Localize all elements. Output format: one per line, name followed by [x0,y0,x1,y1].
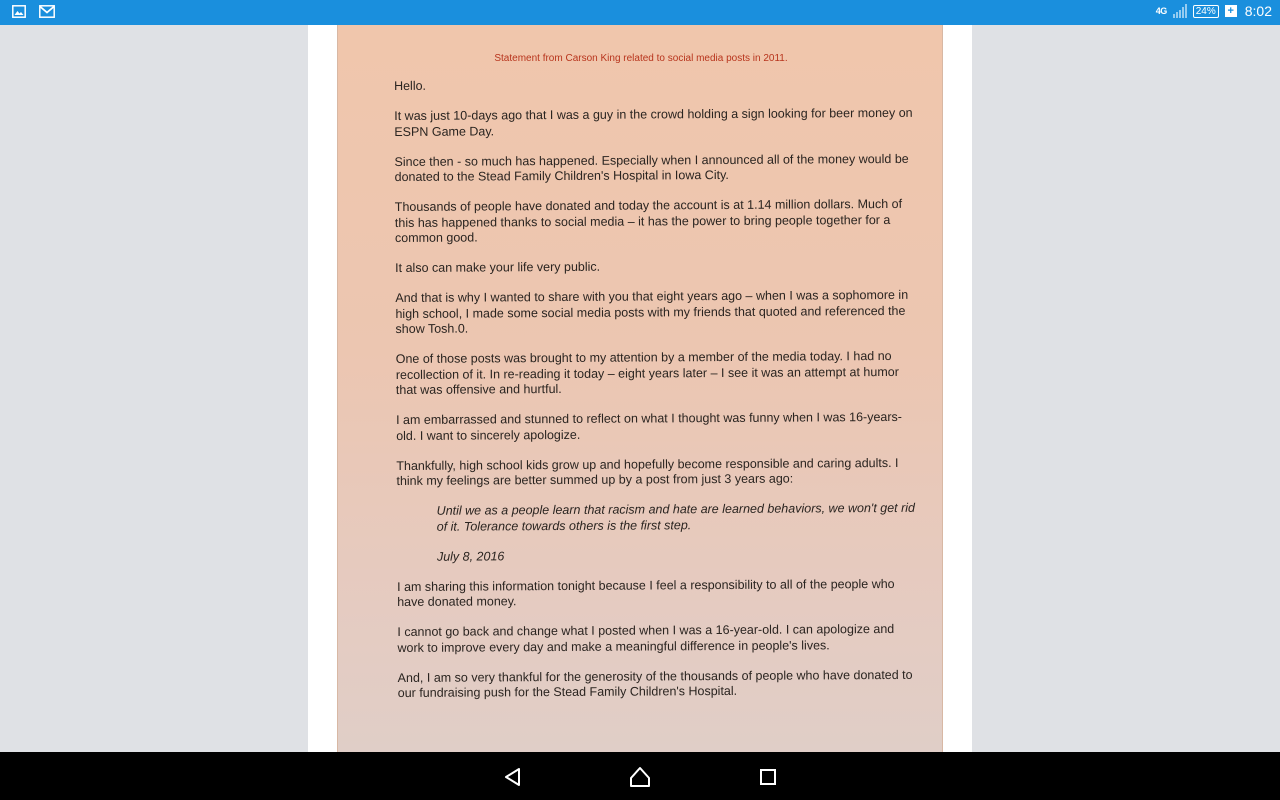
letter-title: Statement from Carson King related to social media posts in 2011. [494,53,788,64]
paragraph: It also can make your life very public. [395,259,601,275]
paragraph: Hello. [394,78,427,93]
paragraph: And, I am so very thankful for the generosity of the thousands of people who have donated to our fundraising push for the Stead Family Children's Hospital. [397,667,913,700]
clock: 8:02 [1244,3,1272,19]
paragraph: It was just 10-days ago that I was a guy in the crowd holding a sign looking for beer money on ESPN Game Day. [394,105,913,139]
network-type: 4G [1155,5,1167,16]
paragraph: Thousands of people have donated and today the account is at 1.14 million dollars. Much of this has happened thanks to social media – it has the power to bring people together for a common good. [394,196,903,245]
back-icon[interactable] [502,766,524,788]
quote-text: Until we as a people learn that racism and hate are learned behaviors, we won't get rid of it. Tolerance towards others is the first step. [436,500,916,534]
notification-icons [12,5,55,18]
signal-icon [1173,4,1187,18]
letter-photo[interactable] [337,25,943,752]
letter-body [394,76,918,716]
battery-level: 24% [1193,5,1219,18]
paragraph: And that is why I wanted to share with you that eight years ago – when I was a sophomore in high school, I made some social media posts with my friends that quoted and referenced the show Tosh.0. [395,287,909,336]
paragraph: I am embarrassed and stunned to reflect on what I thought was funny when I was 16-years-old. I want to sincerely apologize. [396,409,902,443]
image-viewer[interactable] [0,25,1280,752]
gmail-icon[interactable] [39,5,55,18]
paragraph: I cannot go back and change what I posted when I was a 16-year-old. I can apologize and work to improve every day and make a meaningful difference in people's lives. [397,621,895,655]
navigation-bar [0,752,1280,800]
status-bar [0,0,1280,25]
image-icon[interactable] [12,5,26,18]
quote-date: July 8, 2016 [436,548,505,564]
home-icon[interactable] [629,766,651,788]
paragraph: I am sharing this information tonight because I feel a responsibility to all of the people who have donated money. [397,576,895,609]
document-frame [308,25,972,752]
charging-icon: + [1225,5,1237,17]
system-indicators [1156,3,1272,19]
recents-icon[interactable] [757,766,779,788]
paragraph: Since then - so much has happened. Especially when I announced all of the money would be donated to the Stead Family Children's Hospital in Iowa City. [394,151,909,184]
paragraph: Thankfully, high school kids grow up and hopefully become responsible and caring adults. I think my feelings are better summed up by a post from just 3 years ago: [396,455,899,488]
paragraph: One of those posts was brought to my attention by a member of the media today. I had no recollection of it. In re-reading it today – eight years later – I see it was an attempt at humor that was offensive and hurtful. [395,348,899,397]
